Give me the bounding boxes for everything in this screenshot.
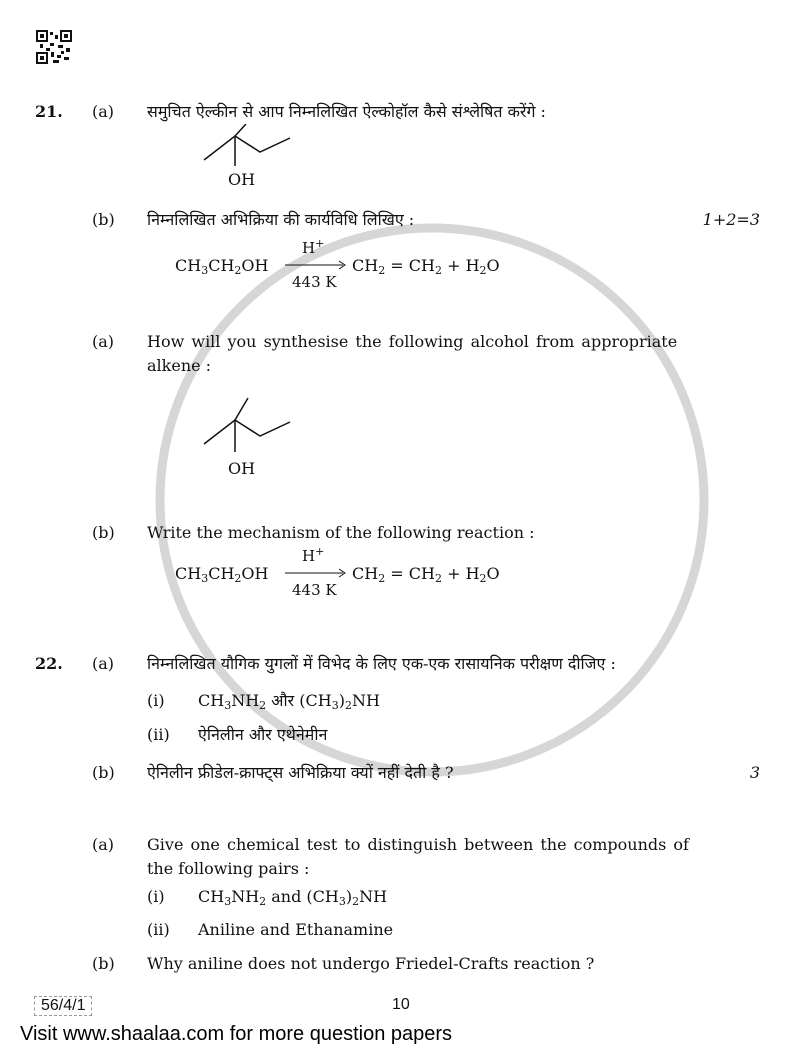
oh-group-label: OH bbox=[228, 459, 256, 478]
subpart-i-label: (i) bbox=[147, 887, 165, 906]
marks-q21: 1+2=3 bbox=[702, 210, 760, 229]
part-b-label: (b) bbox=[92, 763, 115, 782]
q21-hindi-part-b-text: निम्नलिखित अभिक्रिया की कार्यविधि लिखिए : bbox=[147, 210, 415, 229]
part-b-label: (b) bbox=[92, 954, 115, 973]
q21-english-part-b-text: Write the mechanism of the following reaction : bbox=[147, 523, 535, 542]
part-b-label: (b) bbox=[92, 523, 115, 542]
catalyst-label: H+ bbox=[302, 545, 325, 565]
q21-english-part-a-line1: How will you synthesise the following alcohol from appropriate bbox=[147, 332, 678, 351]
oh-group-label: OH bbox=[228, 170, 256, 189]
question-number-21: 21. bbox=[35, 102, 63, 121]
q22-hindi-part-a-text: निम्नलिखित यौगिक युगलों में विभेद के लिए एक-एक रासायनिक परीक्षण दीजिए : bbox=[147, 654, 616, 673]
marks-q22: 3 bbox=[749, 763, 760, 782]
question-number-22: 22. bbox=[35, 654, 63, 673]
part-a-label: (a) bbox=[92, 332, 115, 351]
products: $CH_2 = CH_2 + H_2O$ bbox=[352, 564, 500, 585]
part-a-label: (a) bbox=[92, 102, 115, 121]
reactant: $CH_3CH_2OH$ bbox=[175, 256, 269, 277]
q21-english-part-a-line2: alkene : bbox=[147, 356, 212, 375]
catalyst-label: H+ bbox=[302, 237, 325, 257]
reaction-arrow bbox=[285, 260, 347, 270]
condition-label: 443 K bbox=[292, 581, 337, 599]
alcohol-structure-diagram bbox=[200, 124, 300, 168]
part-b-label: (b) bbox=[92, 210, 115, 229]
reaction-arrow bbox=[285, 568, 347, 578]
q22-hindi-part-b-text: ऐनिलीन फ्रीडेल-क्राफ्ट्स अभिक्रिया क्यों नहीं देती है ? bbox=[147, 763, 454, 782]
q22-english-ii-text: Aniline and Ethanamine bbox=[198, 920, 394, 939]
reactant: $CH_3CH_2OH$ bbox=[175, 564, 269, 585]
q22-hindi-ii-text: ऐनिलीन और एथेनेमीन bbox=[198, 725, 328, 744]
q22-english-part-b-text: Why aniline does not undergo Friedel-Crafts reaction ? bbox=[147, 954, 595, 973]
q22-english-i-text: $CH_3NH_2$ and $(CH_3)_2NH$ bbox=[198, 887, 388, 908]
q22-english-part-a-line1: Give one chemical test to distinguish between the compounds of bbox=[147, 835, 689, 854]
subpart-i-label: (i) bbox=[147, 691, 165, 710]
q22-english-part-a-line2: the following pairs : bbox=[147, 859, 310, 878]
paper-code-box: 56/4/1 bbox=[34, 996, 92, 1016]
q21-hindi-part-a-text: समुचित ऐल्कीन से आप निम्नलिखित ऐल्कोहॉल कैसे संश्लेषित करेंगे : bbox=[147, 102, 546, 121]
alcohol-structure-diagram bbox=[200, 396, 300, 454]
subpart-ii-label: (ii) bbox=[147, 725, 170, 744]
qr-code-icon bbox=[36, 30, 72, 64]
products: $CH_2 = CH_2 + H_2O$ bbox=[352, 256, 500, 277]
q22-hindi-i-text: $CH_3NH_2$ और $(CH_3)_2NH$ bbox=[198, 691, 380, 712]
subpart-ii-label: (ii) bbox=[147, 920, 170, 939]
condition-label: 443 K bbox=[292, 273, 337, 291]
page-number: 10 bbox=[392, 996, 410, 1013]
visit-shaalaa-link[interactable]: Visit www.shaalaa.com for more question papers bbox=[20, 1023, 453, 1045]
part-a-label: (a) bbox=[92, 835, 115, 854]
part-a-label: (a) bbox=[92, 654, 115, 673]
